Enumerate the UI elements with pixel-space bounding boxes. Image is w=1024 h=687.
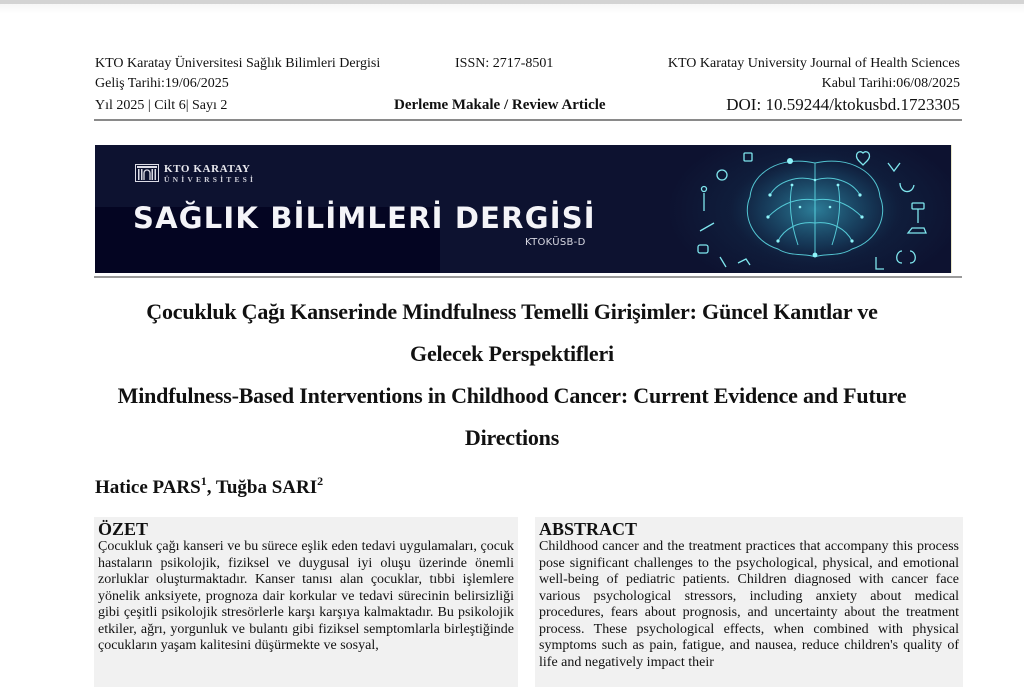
banner-journal-code: KTOKÜSB-D xyxy=(525,237,586,248)
title-tr-line2: Gelecek Perspektifleri xyxy=(410,341,614,366)
header-divider xyxy=(94,119,962,121)
article-type: Derleme Makale / Review Article xyxy=(394,97,606,113)
viewer-shadow xyxy=(0,4,1024,14)
journal-name-en: KTO Karatay University Journal of Health Sciences xyxy=(667,56,960,71)
author-affiliation: 1 xyxy=(200,474,207,488)
abstract-text: Childhood cancer and the treatment practices that accompany this process pose significant challenges to the psychological, physical, and emotional well-being of pediatric patients. Children diagnosed with cancer face various psychological stressors, including anxiety about medical procedures, fears about prognosis, and uncertainty about the treatment process. These psychological effects, when combined with physical symptoms such as pain, fatigue, and nausea, reduce children's quality of life and negatively impact their xyxy=(539,539,959,670)
abstract-heading: ABSTRACT xyxy=(539,519,638,539)
author-name: Tuğba SARI xyxy=(215,477,318,498)
ozet-text: Çocukluk çağı kanseri ve bu sürece eşlik eden tedavi uygulamaları, çocuk hastaların psikolojik, fiziksel ve duygusal iyi oluşu üzerinde önemli zorluklar oluşturmaktadır. Kanser tanısı alan çocuklar, tıbbi işlemlere yönelik anksiyete, prognoza dair korkular ve tedavi sürecinin belirsizliği gibi çeşitli psikolojik stresörlerle karşı karşıya kalmaktadır. Bu psikolojik etkiler, ağrı, yorgunluk ve bulantı gibi fiziksel semptomlarla birleştiğinde çocukların yaşam kalitesini düşürmekte ve sosyal, xyxy=(98,539,514,653)
title-en-line2: Directions xyxy=(464,425,560,450)
university-subtitle: ÜNİVERSİTESİ xyxy=(164,175,257,184)
brain-network-illustration-icon xyxy=(680,145,950,273)
received-date: Geliş Tarihi:19/06/2025 xyxy=(95,76,229,91)
title-en-line1: Mindfulness-Based Interventions in Childhood Cancer: Current Evidence and Future xyxy=(117,383,907,408)
journal-banner xyxy=(95,145,952,273)
title-tr-line1: Çocukluk Çağı Kanserinde Mindfulness Temelli Girişimler: Güncel Kanıtlar ve xyxy=(146,299,878,324)
ozet-heading: ÖZET xyxy=(98,519,149,539)
doi-link[interactable]: DOI: 10.59244/ktokusbd.1723305 xyxy=(726,95,960,114)
banner-journal-title: SAĞLIK BİLİMLERİ DERGİSİ xyxy=(133,201,596,235)
author-affiliation: 2 xyxy=(317,474,324,488)
university-name: KTO KARATAY xyxy=(164,163,251,175)
author-name: Hatice PARS xyxy=(95,477,201,498)
journal-name-tr: KTO Karatay Üniversitesi Sağlık Bilimleri Dergisi xyxy=(95,56,381,71)
volume-issue: Yıl 2025 | Cilt 6| Sayı 2 xyxy=(95,98,228,113)
banner-divider xyxy=(94,276,962,278)
ozet-section xyxy=(94,517,518,687)
accepted-date: Kabul Tarihi:06/08/2025 xyxy=(821,76,960,91)
author-list xyxy=(95,474,324,499)
university-logo-icon xyxy=(135,164,159,182)
abstract-section xyxy=(535,517,963,687)
issn: ISSN: 2717-8501 xyxy=(455,56,554,71)
author-separator: , xyxy=(206,477,216,498)
